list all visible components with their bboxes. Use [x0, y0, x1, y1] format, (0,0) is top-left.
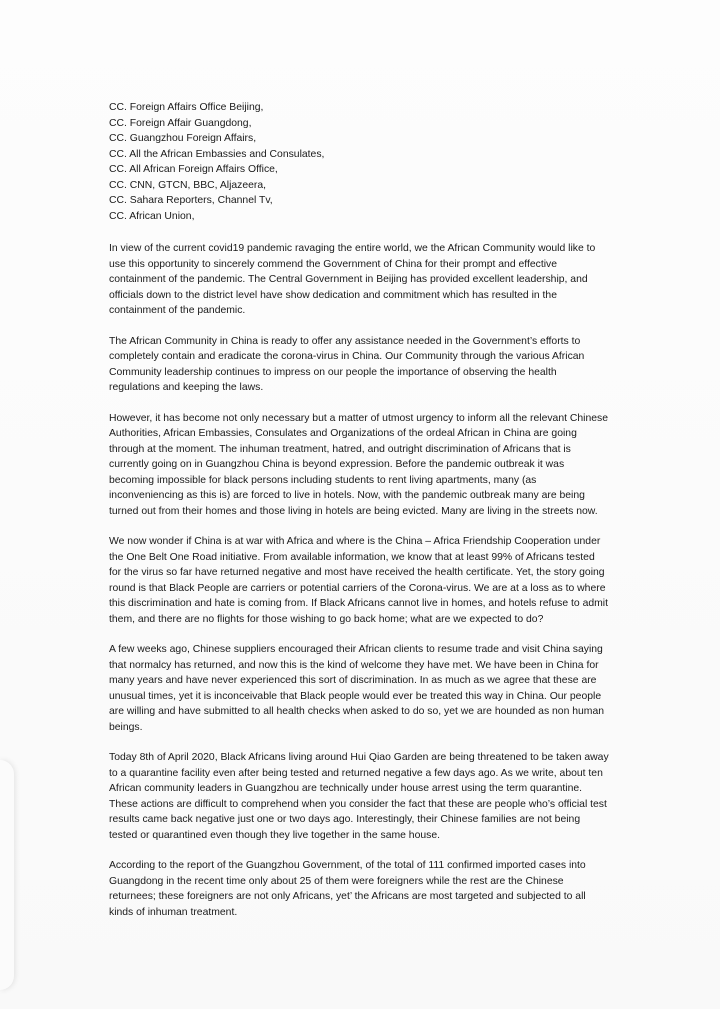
paragraph-trade: A few weeks ago, Chinese suppliers encouraged their African clients to resume trade and visit China saying that normalcy has returned, and now this is the kind of welcome they have met. We have been in China for many years and have never experienced this sort of discrimination. In as much as we agree that these are unusual times, yet it is inconceivable that Black people would ever be treated this way in China. Our people are willing and have submitted to all health checks when asked to do so, yet we are hounded as non human beings.	[109, 644, 605, 733]
cc-recipient: CC. CNN, GTCN, BBC, Aljazeera,	[109, 179, 267, 191]
paragraph-statistics: According to the report of the Guangzhou Government, of the total of 111 confirmed imported cases into Guangdong in the recent time only about 25 of them were foreigners while the rest are the Chinese returnees; these foreigners are not only Africans, yet’ the Africans are most targeted and subjected to all kinds of inhuman treatment.	[109, 860, 586, 918]
cc-recipient: CC. Guangzhou Foreign Affairs,	[109, 133, 257, 144]
paragraph-commendation: In view of the current covid19 pandemic ravaging the entire world, we the African Community would like to use this opportunity to sincerely commend the Government of China for their prompt and effective containment of the pandemic. The Central Government in Beijing has provided excellent leadership, and officials down to the district level have show dedication and commitment which has resulted in the containment of the pandemic.	[109, 243, 596, 316]
paragraph-friendship-question: We now wonder if China is at war with Africa and where is the China – Africa Friendship Cooperation under the One Belt One Road initiative. From available information, we know that at least 99% of Africans tested for the virus so far have returned negative and most have received the health certificate. Yet, the story going round is that Black People are carriers or potential carriers of the Corona-virus. We are at a loss as to where this discrimination and hate is coming from. If Black Africans cannot live in homes, and hotels refuse to admit them, and there are no flights for those wishing to go back home; what are we expected to do?	[109, 536, 608, 625]
cc-recipient-list	[109, 100, 609, 224]
paragraph-discrimination: However, it has become not only necessary but a matter of utmost urgency to inform all the relevant Chinese Authorities, African Embassies, Consulates and Organizations of the ordeal African in China are going through at the moment. The inhuman treatment, hatred, and outright discrimination of Africans that is currently going on in Guangzhou China is beyond expression. Before the pandemic outbreak it was becoming impossible for black persons including students to rent living apartments, many (as inconveniencing as this is) are forced to live in hotels. Now, with the pandemic outbreak many are being turned out from their homes and those living in hotels are being evicted. Many are living in the streets now.	[109, 412, 608, 517]
page-edge-shadow	[0, 760, 14, 990]
cc-recipient: CC. African Union,	[109, 210, 195, 222]
letter-body	[109, 100, 609, 935]
cc-recipient: CC. Foreign Affair Guangdong,	[109, 117, 252, 129]
paragraph-quarantine: Today 8th of April 2020, Black Africans living around Hui Qiao Garden are being threatened to be taken away to a quarantine facility even after being tested and returned negative a few days ago. As we write, about ten African community leaders in Guangzhou are technically under house arrest using the term quarantine. These actions are difficult to comprehend when you consider the fact that these are people who’s official test results came back negative just one or two days ago. Interestingly, their Chinese families are not being tested or quarantined even though they live together in the same house.	[109, 752, 609, 841]
cc-recipient: CC. Sahara Reporters, Channel Tv,	[109, 195, 273, 206]
cc-recipient: CC. All African Foreign Affairs Office,	[109, 164, 278, 175]
cc-recipient: CC. Foreign Affairs Office Beijing,	[109, 102, 264, 113]
cc-recipient: CC. All the African Embassies and Consulates,	[109, 148, 325, 160]
paragraph-assistance: The African Community in China is ready to offer any assistance needed in the Government’s efforts to completely contain and eradicate the corona-virus in China. Our Community through the various African Community leadership continues to impress on our people the importance of observing the health regulations and keeping the laws.	[109, 335, 585, 393]
